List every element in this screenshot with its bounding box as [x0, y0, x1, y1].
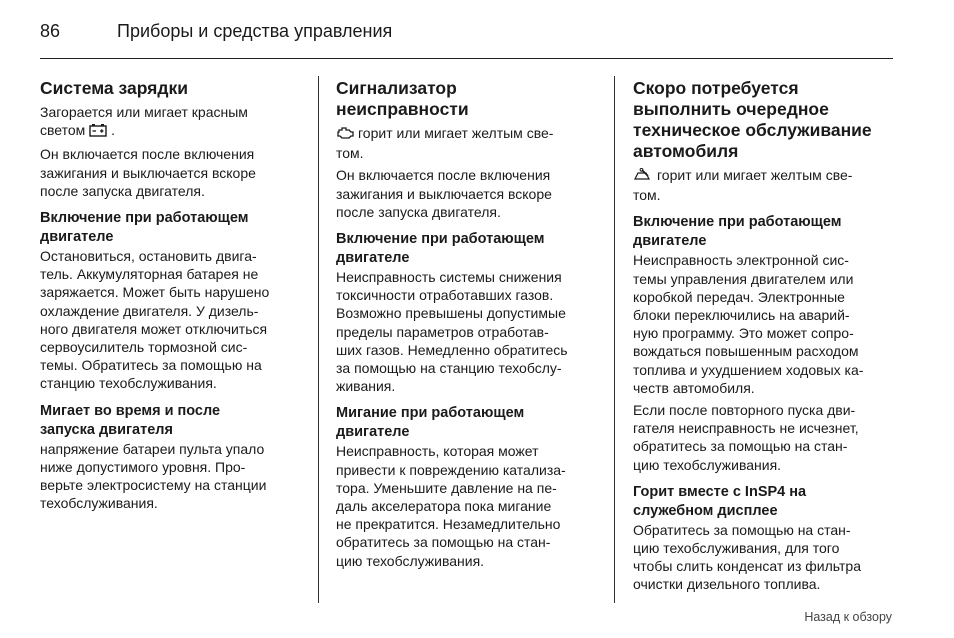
subheading-running-engine: Включение при работающем двигателе: [40, 210, 249, 246]
charging-intro-line1: Загорается или мигает красным: [40, 104, 248, 120]
back-to-overview-link[interactable]: Назад к обзору: [804, 610, 892, 624]
section-title-malfunction: Сигнализатор неисправности: [336, 78, 469, 119]
page-title: Приборы и средства управления: [117, 21, 393, 41]
subheading-running-engine: Включение при работающем двигателе: [633, 214, 842, 250]
column-malfunction-indicator: [336, 76, 604, 574]
service-insp-text: Обратитесь за помощью на стан- цию техобслуживания, для того чтобы слить конденсат из фильтра очистки дизельного топлива.: [633, 521, 861, 593]
column-charging-system: [40, 76, 308, 516]
service-intro: [633, 166, 895, 204]
service-restart-text: Если после повторного пуска дви- гателя неисправность не исчезнет, обратитесь за помощью на стан- цию техобслуживания.: [633, 402, 859, 473]
subheading-blink-start: Мигает во время и после запуска двигателя: [40, 402, 221, 438]
subheading-running-engine: Включение при работающем двигателе: [336, 231, 545, 267]
battery-icon: [89, 123, 107, 141]
header-divider: [40, 58, 893, 59]
charging-intro: Загорается или мигает красным светом .: [40, 103, 308, 141]
charging-blink-text: напряжение батареи пульта упало ниже допустимого уровня. Про- верьте электросистему на станции техобслуживания.: [40, 440, 267, 512]
malfunction-blink-text: Неисправность, которая может привести к повреждению катализа- тора. Уменьшите давление на пе- даль акселератора пока мигание не прекратится. Незамедлительно обратитесь за помощью на стан- цию техобслуживания.: [336, 443, 566, 569]
subheading-blink-running: Мигание при работающем двигателе: [336, 405, 525, 441]
page-header: [40, 18, 893, 46]
malfunction-intro-text: горит или мигает желтым све- том.: [336, 125, 554, 162]
service-running-text: Неисправность электронной сис- темы управления двигателем или коробкой передач. Электронные блоки переключились на аварий- ную программу. Это может сопро- вождаться повышенным расходом топлива и ухудшением ходовых ка- честв автомобиля.: [633, 252, 864, 396]
malfunction-intro: [336, 124, 604, 162]
charging-paragraph-2: Он включается после включения зажигания и выключается вскоре после запуска двигателя.: [40, 146, 256, 199]
column-service-soon: [633, 76, 895, 598]
column-divider-1: [318, 76, 319, 603]
service-wrench-car-icon: [633, 168, 653, 186]
subheading-insp: Горит вместе с InSP4 на служебном дисплее: [633, 483, 807, 519]
engine-check-icon: [336, 126, 354, 144]
column-divider-2: [614, 76, 615, 603]
malfunction-running-text: Неисправность системы снижения токсичности отработавших газов. Возможно превышены допустимые пределы параметров отработав- ших газов. Немедленно обратитесь за помощью на станцию техобслу- живания.: [336, 269, 568, 395]
section-title-charging-system: Система зарядки: [40, 78, 189, 98]
malfunction-paragraph-2: Он включается после включения зажигания и выключается вскоре после запуска двигателя.: [336, 167, 552, 220]
page-number: 86: [40, 21, 61, 41]
charging-intro-line2: светом: [40, 122, 86, 139]
service-intro-text: горит или мигает желтым све- том.: [633, 167, 853, 204]
section-title-service: Скоро потребуется выполнить очередное техническое обслуживание автомобиля: [633, 78, 872, 161]
charging-running-text: Остановиться, остановить двига- тель. Аккумуляторная батарея не заряжается. Может быть нарушено охлаждение двигателя. У дизель- ного двигателя может отключиться сервоусилитель тормозной сис- темы. Обратитесь за помощью на станцию техобслуживания.: [40, 248, 270, 392]
